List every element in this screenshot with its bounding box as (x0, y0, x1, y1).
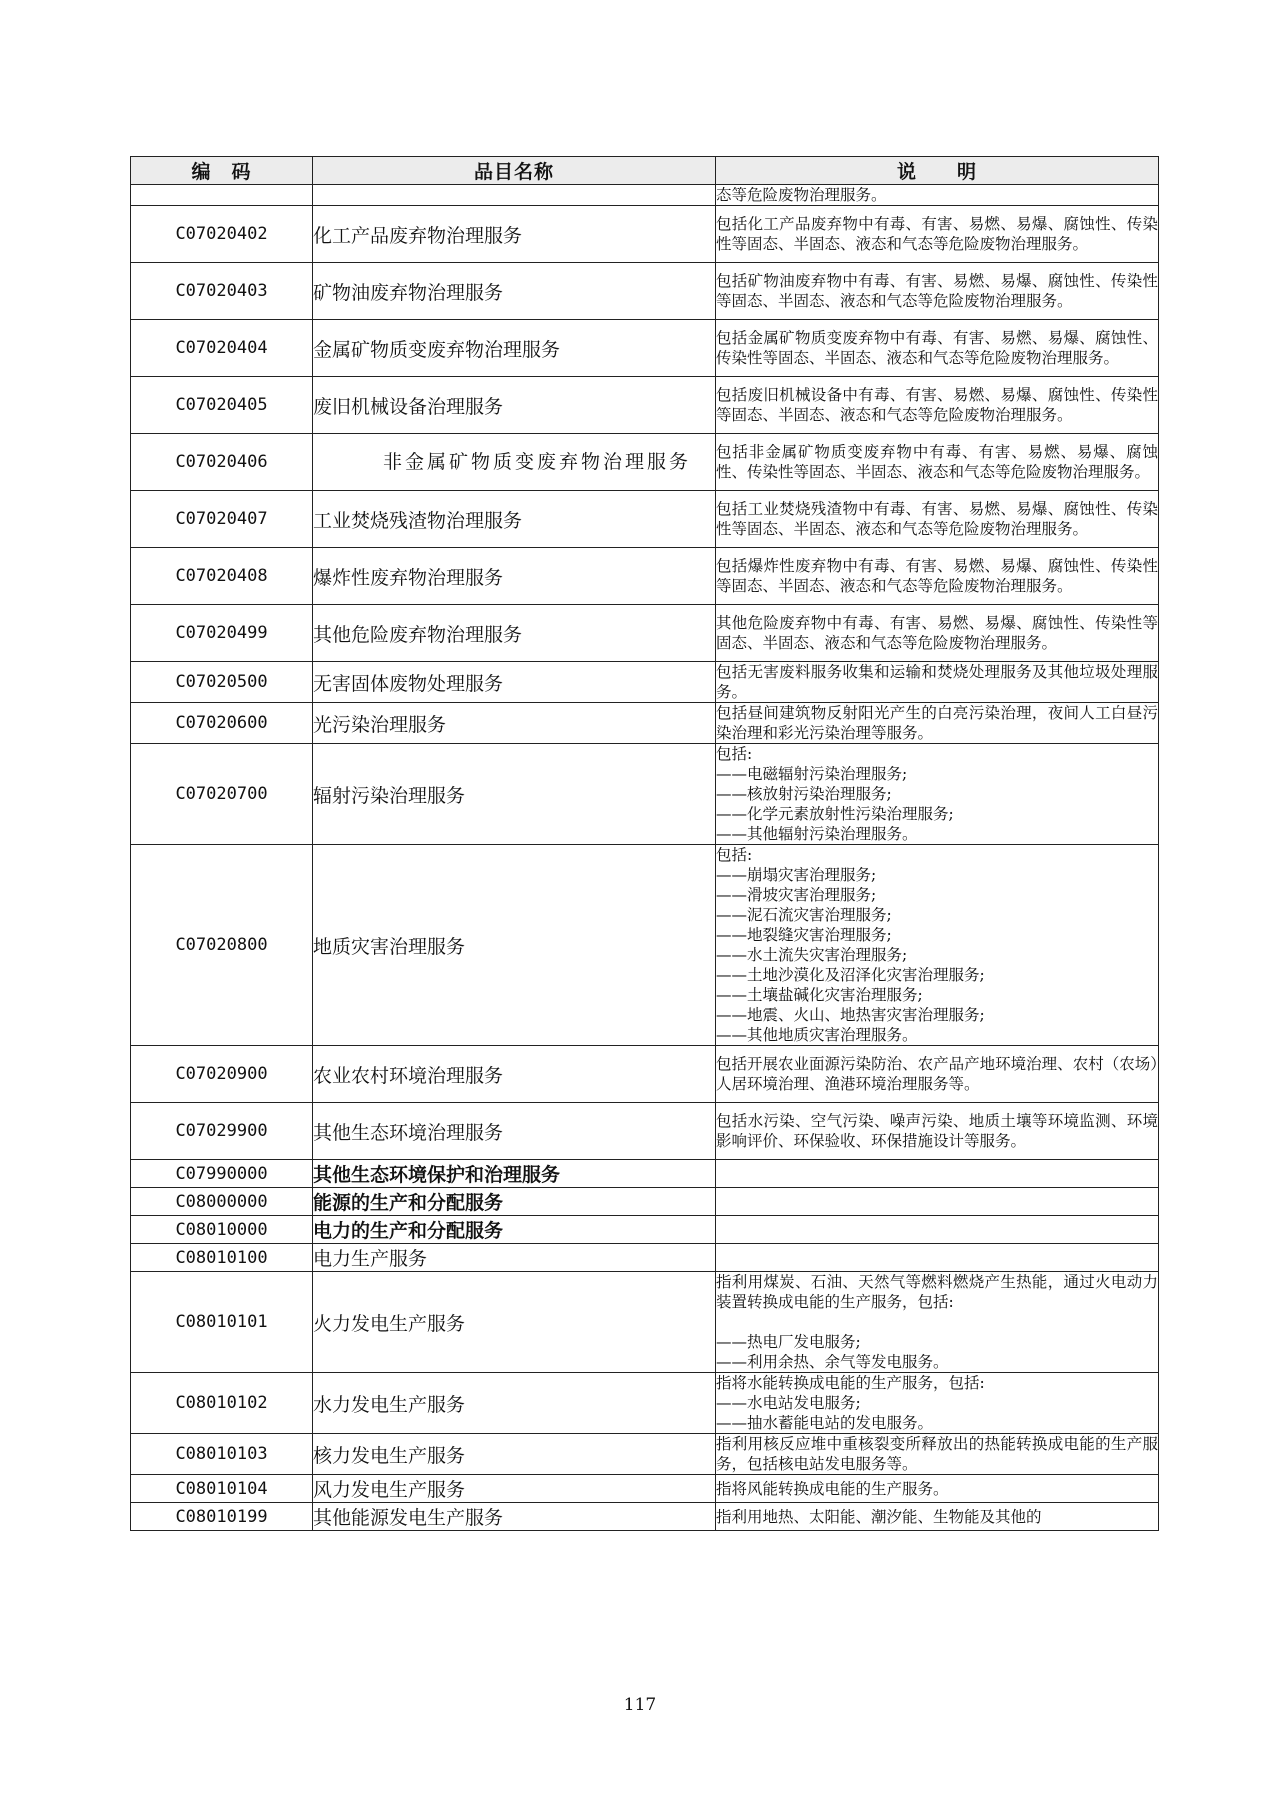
item-description (716, 320, 1159, 377)
item-code: C08010101 (131, 1272, 313, 1373)
description-line: 指将水能转换成电能的生产服务，包括: (716, 1374, 985, 1392)
item-code: C08010103 (131, 1434, 313, 1475)
item-name: 其他生态环境保护和治理服务 (313, 1160, 716, 1188)
description-line: ——地震、火山、地热害灾害治理服务; (716, 1006, 985, 1024)
item-code: C07020403 (131, 263, 313, 320)
table-row (131, 1272, 1159, 1373)
table-row (131, 845, 1159, 1046)
item-description (716, 377, 1159, 434)
item-name: 化工产品废弃物治理服务 (313, 206, 716, 263)
description-line: ——滑坡灾害治理服务; (716, 886, 877, 904)
description-line (716, 1312, 1158, 1332)
description-line: ——化学元素放射性污染治理服务; (716, 805, 954, 823)
item-code: C07029900 (131, 1103, 313, 1160)
description-line: ——泥石流灾害治理服务; (716, 906, 892, 924)
table-row (131, 434, 1159, 491)
description-line: 包括开展农业面源污染防治、农产品产地环境治理、农村（农场）人居环境治理、渔港环境治理服务等。 (716, 1055, 1158, 1093)
item-description (716, 1160, 1159, 1188)
item-name: 核力发电生产服务 (313, 1434, 716, 1475)
description-line: 指利用地热、太阳能、潮汐能、生物能及其他的 (716, 1507, 1042, 1526)
item-description (716, 263, 1159, 320)
item-description (716, 548, 1159, 605)
table-row (131, 1188, 1159, 1216)
table-row (131, 1373, 1159, 1434)
table-row (131, 377, 1159, 434)
item-name: 火力发电生产服务 (313, 1272, 716, 1373)
item-name: 其他生态环境治理服务 (313, 1103, 716, 1160)
description-line: ——地裂缝灾害治理服务; (716, 926, 892, 944)
item-description (716, 1272, 1159, 1373)
description-line: ——水电站发电服务; (716, 1394, 861, 1412)
item-name: 电力生产服务 (313, 1244, 716, 1272)
description-line: 指将风能转换成电能的生产服务。 (716, 1479, 949, 1498)
item-description (716, 845, 1159, 1046)
item-code: C08000000 (131, 1188, 313, 1216)
table-row (131, 744, 1159, 845)
item-code: C07020402 (131, 206, 313, 263)
item-description (716, 1244, 1159, 1272)
description-line: 包括化工产品废弃物中有毒、有害、易燃、易爆、腐蚀性、传染性等固态、半固态、液态和气态等危险废物治理服务。 (716, 215, 1158, 253)
item-name (313, 185, 716, 206)
table-row (131, 703, 1159, 744)
table-body (131, 185, 1159, 1531)
description-line: 包括非金属矿物质变废弃物中有毒、有害、易燃、易爆、腐蚀性、传染性等固态、半固态、液态和气态等危险废物治理服务。 (716, 443, 1158, 481)
description-line: ——其他辐射污染治理服务。 (716, 825, 918, 843)
item-name: 废旧机械设备治理服务 (313, 377, 716, 434)
item-name: 非金属矿物质变废弃物治理服务 (313, 434, 716, 491)
description-line: ——土壤盐碱化灾害治理服务; (716, 986, 923, 1004)
description-line: ——水土流失灾害治理服务; (716, 946, 908, 964)
item-description (716, 662, 1159, 703)
item-description (716, 1188, 1159, 1216)
table-row (131, 1216, 1159, 1244)
description-line: 包括无害废料服务收集和运输和焚烧处理服务及其他垃圾处理服务。 (716, 663, 1158, 701)
item-name: 电力的生产和分配服务 (313, 1216, 716, 1244)
description-line: ——崩塌灾害治理服务; (716, 866, 877, 884)
description-line: 包括: (716, 846, 753, 864)
item-name: 水力发电生产服务 (313, 1373, 716, 1434)
description-line: 指利用核反应堆中重核裂变所释放出的热能转换成电能的生产服务，包括核电站发电服务等。 (716, 1435, 1158, 1473)
item-code: C07020500 (131, 662, 313, 703)
table-row (131, 263, 1159, 320)
description-line: 包括水污染、空气污染、噪声污染、地质土壤等环境监测、环境影响评价、环保验收、环保措施设计等服务。 (716, 1112, 1158, 1150)
table-row (131, 1475, 1159, 1503)
item-description (716, 1503, 1159, 1531)
item-name: 辐射污染治理服务 (313, 744, 716, 845)
description-line: ——其他地质灾害治理服务。 (716, 1026, 918, 1044)
description-line: 包括废旧机械设备中有毒、有害、易燃、易爆、腐蚀性、传染性等固态、半固态、液态和气态等危险废物治理服务。 (716, 386, 1158, 424)
item-name: 矿物油废弃物治理服务 (313, 263, 716, 320)
item-description (716, 206, 1159, 263)
item-name: 其他能源发电生产服务 (313, 1503, 716, 1531)
description-line: ——土地沙漠化及沼泽化灾害治理服务; (716, 966, 985, 984)
description-line: 态等危险废物治理服务。 (716, 186, 887, 204)
description-line: 包括爆炸性废弃物中有毒、有害、易燃、易爆、腐蚀性、传染性等固态、半固态、液态和气态等危险废物治理服务。 (716, 557, 1158, 595)
item-description (716, 434, 1159, 491)
item-description (716, 1216, 1159, 1244)
item-code: C08010100 (131, 1244, 313, 1272)
item-name: 金属矿物质变废弃物治理服务 (313, 320, 716, 377)
description-line: 指利用煤炭、石油、天然气等燃料燃烧产生热能，通过火电动力装置转换成电能的生产服务，包括: (716, 1273, 1158, 1311)
item-description (716, 1046, 1159, 1103)
description-line: ——抽水蓄能电站的发电服务。 (716, 1414, 934, 1432)
item-code: C08010000 (131, 1216, 313, 1244)
header-name: 品目名称 (313, 157, 716, 185)
item-code: C07020404 (131, 320, 313, 377)
description-line: ——核放射污染治理服务; (716, 785, 892, 803)
table-row (131, 1103, 1159, 1160)
item-description (716, 1103, 1159, 1160)
item-name: 无害固体废物处理服务 (313, 662, 716, 703)
description-line: 包括矿物油废弃物中有毒、有害、易燃、易爆、腐蚀性、传染性等固态、半固态、液态和气态等危险废物治理服务。 (716, 272, 1158, 310)
item-code: C07020405 (131, 377, 313, 434)
item-name: 光污染治理服务 (313, 703, 716, 744)
item-description (716, 1475, 1159, 1503)
item-name: 工业焚烧残渣物治理服务 (313, 491, 716, 548)
description-line: ——利用余热、余气等发电服务。 (716, 1353, 949, 1371)
item-code: C08010104 (131, 1475, 313, 1503)
header-row (131, 157, 1159, 185)
description-line: ——电磁辐射污染治理服务; (716, 765, 908, 783)
item-name: 地质灾害治理服务 (313, 845, 716, 1046)
header-desc: 说 明 (716, 157, 1159, 185)
item-name: 能源的生产和分配服务 (313, 1188, 716, 1216)
item-name: 农业农村环境治理服务 (313, 1046, 716, 1103)
description-line: 包括: (716, 745, 753, 763)
table-row (131, 605, 1159, 662)
description-line: 包括昼间建筑物反射阳光产生的白亮污染治理，夜间人工白昼污染治理和彩光污染治理等服务。 (716, 704, 1158, 742)
item-code: C07020406 (131, 434, 313, 491)
table-row (131, 320, 1159, 377)
item-description (716, 703, 1159, 744)
item-code: C07020499 (131, 605, 313, 662)
item-code: C07020600 (131, 703, 313, 744)
table-row (131, 185, 1159, 206)
catalog-table (130, 156, 1159, 1531)
item-description (716, 1373, 1159, 1434)
table-row (131, 491, 1159, 548)
table-row (131, 1160, 1159, 1188)
item-name: 爆炸性废弃物治理服务 (313, 548, 716, 605)
table-row (131, 1046, 1159, 1103)
item-code: C08010199 (131, 1503, 313, 1531)
item-code: C07020900 (131, 1046, 313, 1103)
item-description (716, 744, 1159, 845)
item-code: C07020800 (131, 845, 313, 1046)
item-code (131, 185, 313, 206)
item-name: 其他危险废弃物治理服务 (313, 605, 716, 662)
item-code: C07020408 (131, 548, 313, 605)
page-number: 117 (623, 1695, 657, 1715)
item-code: C07020407 (131, 491, 313, 548)
table-row (131, 1434, 1159, 1475)
description-line: 包括金属矿物质变废弃物中有毒、有害、易燃、易爆、腐蚀性、传染性等固态、半固态、液态和气态等危险废物治理服务。 (716, 329, 1158, 367)
item-code: C07020700 (131, 744, 313, 845)
item-description (716, 185, 1159, 206)
item-code: C08010102 (131, 1373, 313, 1434)
description-line: ——热电厂发电服务; (716, 1333, 861, 1351)
item-code: C07990000 (131, 1160, 313, 1188)
table-row (131, 1503, 1159, 1531)
header-code: 编 码 (131, 157, 313, 185)
item-description (716, 491, 1159, 548)
item-description (716, 1434, 1159, 1475)
table-row (131, 206, 1159, 263)
item-description (716, 605, 1159, 662)
table-row (131, 662, 1159, 703)
description-line: 包括工业焚烧残渣物中有毒、有害、易燃、易爆、腐蚀性、传染性等固态、半固态、液态和气态等危险废物治理服务。 (716, 500, 1158, 538)
table-row (131, 548, 1159, 605)
table-row (131, 1244, 1159, 1272)
item-name: 风力发电生产服务 (313, 1475, 716, 1503)
description-line: 其他危险废弃物中有毒、有害、易燃、易爆、腐蚀性、传染性等固态、半固态、液态和气态等危险废物治理服务。 (716, 614, 1158, 652)
